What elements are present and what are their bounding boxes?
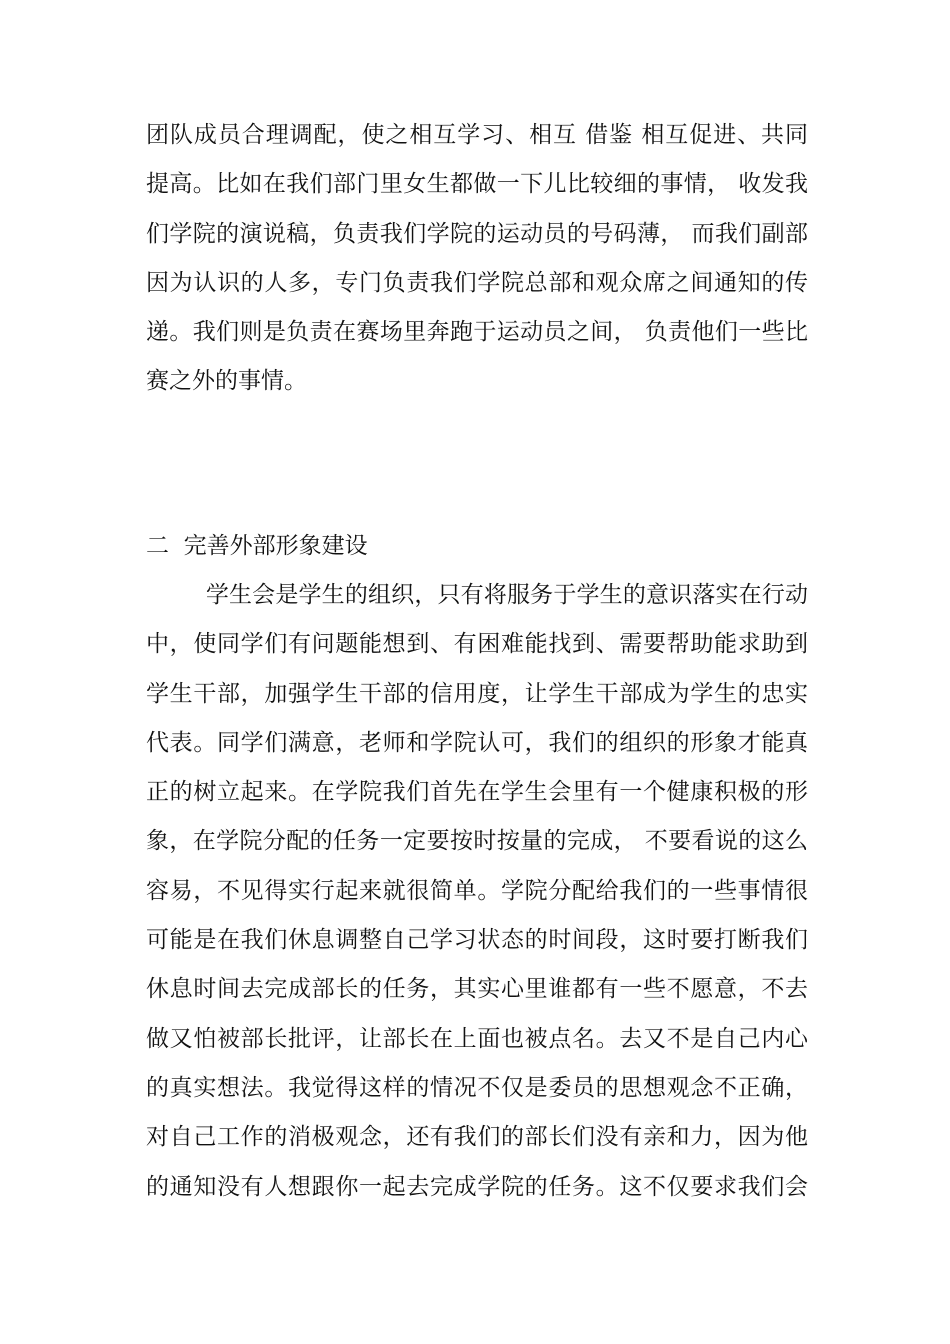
paragraph-line: 象，在学院分配的任务一定要按时按量的完成， 不要看说的这么	[146, 828, 808, 855]
section-heading-block	[146, 522, 808, 571]
paragraph-line: 正的树立起来。在学院我们首先在学生会里有一个健康积极的形	[146, 779, 808, 806]
paragraph-line: 团队成员合理调配，使之相互学习、相互 借鉴 相互促进、共同	[146, 122, 808, 148]
paragraph-line: 学生会是学生的组织，只有将服务于学生的意识落实在行动	[146, 582, 808, 608]
paragraph-line: 学生干部，加强学生干部的信用度，让学生干部成为学生的忠实	[146, 680, 808, 707]
paragraph-line: 容易，不见得实行起来就很简单。学院分配给我们的一些事情很	[146, 877, 808, 904]
paragraph-line: 因为认识的人多，专门负责我们学院总部和观众席之间通知的传	[146, 269, 808, 296]
paragraph-1	[146, 111, 808, 407]
paragraph-line: 的真实想法。我觉得这样的情况不仅是委员的思想观念不正确，	[146, 1074, 808, 1101]
paragraph-line: 对自己工作的消极观念，还有我们的部长们没有亲和力，因为他	[146, 1124, 808, 1151]
paragraph-line: 提高。比如在我们部门里女生都做一下儿比较细的事情， 收发我	[146, 171, 808, 198]
paragraph-line: 的通知没有人想跟你一起去完成学院的任务。这不仅要求我们会	[146, 1173, 808, 1200]
section-heading: 二 完善外部形象建设	[146, 533, 368, 559]
paragraph-2	[146, 571, 808, 1212]
paragraph-line: 中，使同学们有问题能想到、有困难能找到、需要帮助能求助到	[146, 631, 808, 658]
paragraph-line: 赛之外的事情。	[146, 368, 307, 395]
paragraph-line: 递。我们则是负责在赛场里奔跑于运动员之间， 负责他们一些比	[146, 319, 808, 346]
paragraph-line: 代表。同学们满意，老师和学院认可，我们的组织的形象才能真	[146, 729, 808, 756]
paragraph-line: 做又怕被部长批评，让部长在上面也被点名。去又不是自己内心	[146, 1025, 808, 1052]
paragraph-line: 可能是在我们休息调整自己学习状态的时间段，这时要打断我们	[146, 927, 808, 954]
paragraph-line: 休息时间去完成部长的任务，其实心里谁都有一些不愿意，不去	[146, 976, 808, 1003]
paragraph-line: 们学院的演说稿，负责我们学院的运动员的号码薄， 而我们副部	[146, 220, 808, 247]
